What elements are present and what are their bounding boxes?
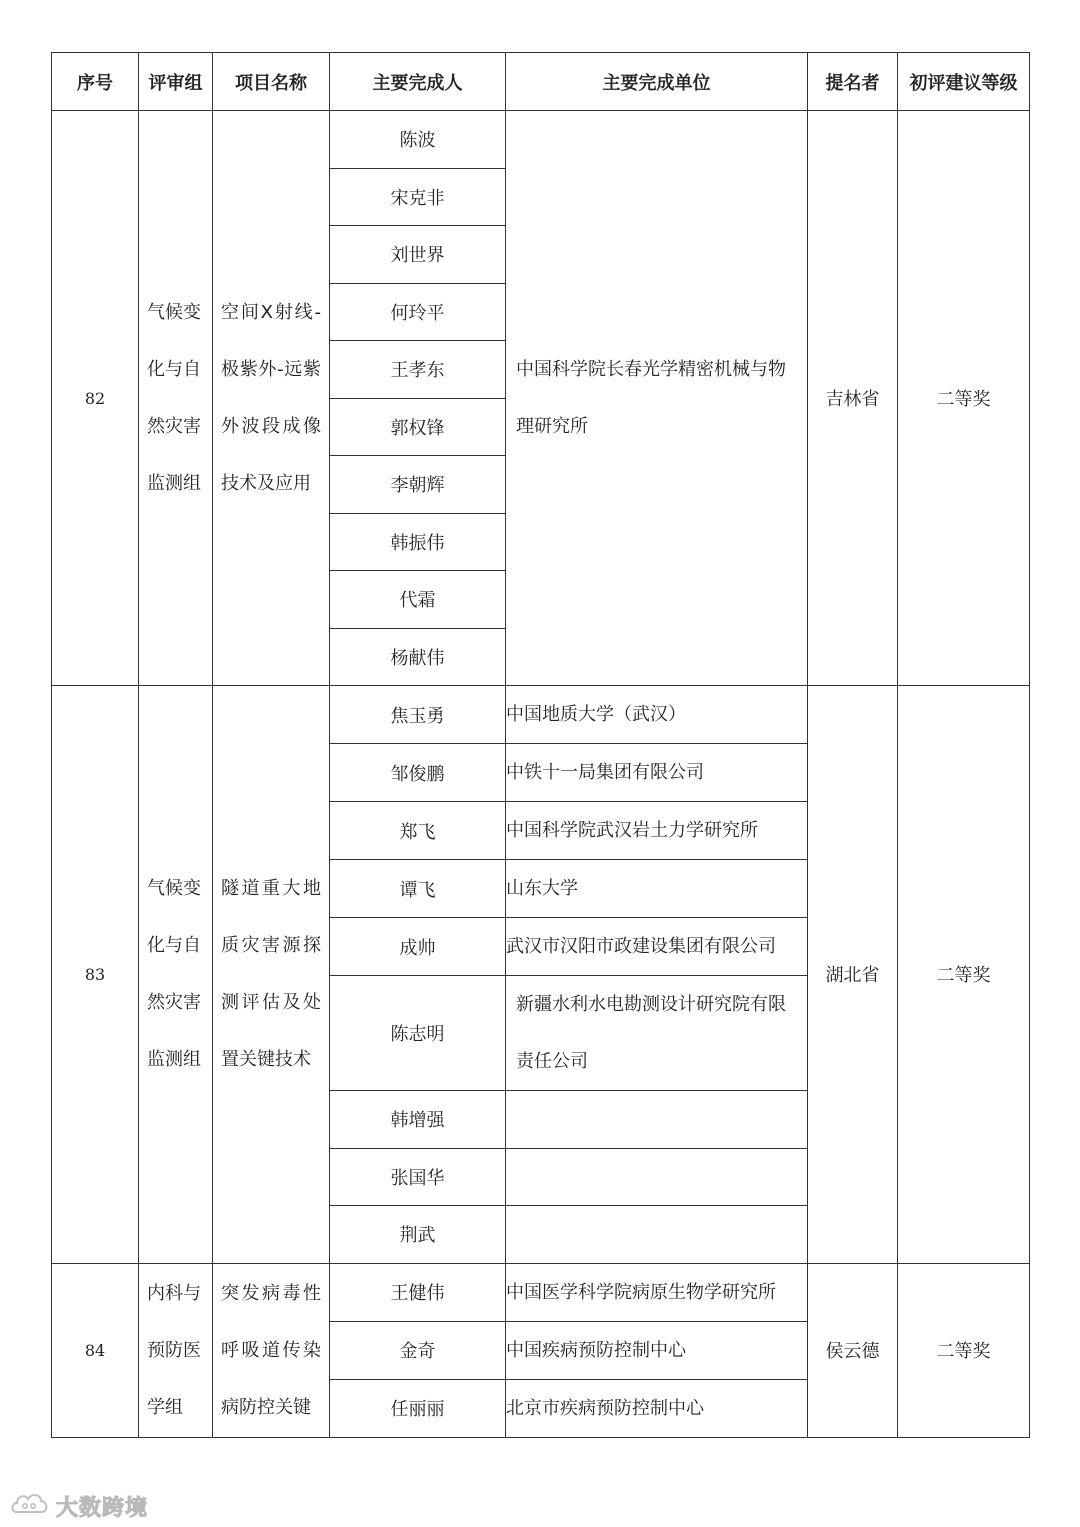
grade-cell: 二等奖 — [898, 111, 1030, 686]
unit-cell: 武汉市汉阳市政建设集团有限公司 — [506, 918, 808, 976]
header-group: 评审组 — [139, 53, 213, 111]
serial-cell: 83 — [52, 686, 139, 1264]
person-cell: 金奇 — [330, 1321, 506, 1379]
person-cell: 王健伟 — [330, 1263, 506, 1321]
person-cell: 郭权锋 — [330, 398, 506, 456]
serial-cell: 82 — [52, 111, 139, 686]
person-cell: 谭飞 — [330, 860, 506, 918]
person-cell: 李朝辉 — [330, 456, 506, 514]
person-cell: 陈志明 — [330, 976, 506, 1091]
group-cell — [139, 686, 213, 1264]
header-persons: 主要完成人 — [330, 53, 506, 111]
watermark — [10, 1488, 148, 1524]
person-cell: 郑飞 — [330, 802, 506, 860]
unit-text: 新疆水利水电勘测设计研究院有限责任公司 — [516, 994, 786, 1072]
person-cell: 刘世界 — [330, 226, 506, 284]
person-cell: 邹俊鹏 — [330, 744, 506, 802]
group-cell — [139, 111, 213, 686]
project-cell — [213, 686, 330, 1264]
unit-cell — [506, 976, 808, 1091]
grade-cell: 二等奖 — [898, 1263, 1030, 1437]
person-cell: 荆武 — [330, 1206, 506, 1264]
unit-cell — [506, 1206, 808, 1264]
header-serial: 序号 — [52, 53, 139, 111]
table-row — [52, 111, 1030, 169]
person-cell: 宋克非 — [330, 168, 506, 226]
grade-cell: 二等奖 — [898, 686, 1030, 1264]
header-units: 主要完成单位 — [506, 53, 808, 111]
header-nominator: 提名者 — [808, 53, 898, 111]
serial-cell: 84 — [52, 1263, 139, 1437]
project-text: 突发病毒性呼吸道传染病防控关键 — [221, 1282, 321, 1418]
group-text: 气候变化与自然灾害监测组 — [147, 878, 201, 1071]
project-text: 隧道重大地质灾害源探测评估及处置关键技术 — [221, 878, 321, 1071]
unit-cell: 中铁十一局集团有限公司 — [506, 744, 808, 802]
person-cell: 成帅 — [330, 918, 506, 976]
unit-text: 中国科学院长春光学精密机械与物理研究所 — [516, 359, 786, 437]
unit-cell: 中国医学科学院病原生物学研究所 — [506, 1263, 808, 1321]
table-row — [52, 1263, 1030, 1321]
person-cell: 任丽丽 — [330, 1379, 506, 1437]
unit-cell: 山东大学 — [506, 860, 808, 918]
person-cell: 韩增强 — [330, 1091, 506, 1149]
person-cell: 陈波 — [330, 111, 506, 169]
person-cell: 焦玉勇 — [330, 686, 506, 744]
project-text: 空间X射线-极紫外-远紫外波段成像技术及应用 — [221, 302, 321, 494]
header-grade: 初评建议等级 — [898, 53, 1030, 111]
nominator-cell: 湖北省 — [808, 686, 898, 1264]
nominator-cell: 侯云德 — [808, 1263, 898, 1437]
person-cell: 张国华 — [330, 1148, 506, 1206]
unit-cell — [506, 1148, 808, 1206]
awards-table — [51, 52, 1030, 1438]
person-cell: 代霜 — [330, 571, 506, 629]
group-text: 气候变化与自然灾害监测组 — [147, 302, 201, 494]
nominator-cell: 吉林省 — [808, 111, 898, 686]
person-cell: 王孝东 — [330, 341, 506, 399]
table-row — [52, 686, 1030, 744]
group-cell — [139, 1263, 213, 1437]
unit-cell: 北京市疾病预防控制中心 — [506, 1379, 808, 1437]
group-text: 内科与预防医学组 — [147, 1282, 201, 1418]
person-cell: 杨献伟 — [330, 628, 506, 686]
person-cell: 韩振伟 — [330, 513, 506, 571]
unit-cell — [506, 1091, 808, 1149]
header-project: 项目名称 — [213, 53, 330, 111]
project-cell — [213, 1263, 330, 1437]
watermark-text: 大数跨境 — [56, 1495, 149, 1521]
unit-cell: 中国科学院武汉岩土力学研究所 — [506, 802, 808, 860]
person-cell: 何玲平 — [330, 283, 506, 341]
header-row — [52, 53, 1030, 111]
unit-cell: 中国地质大学（武汉） — [506, 686, 808, 744]
unit-cell: 中国疾病预防控制中心 — [506, 1321, 808, 1379]
cloud-logo-icon — [10, 1490, 50, 1522]
project-cell — [213, 111, 330, 686]
unit-cell — [506, 111, 808, 686]
